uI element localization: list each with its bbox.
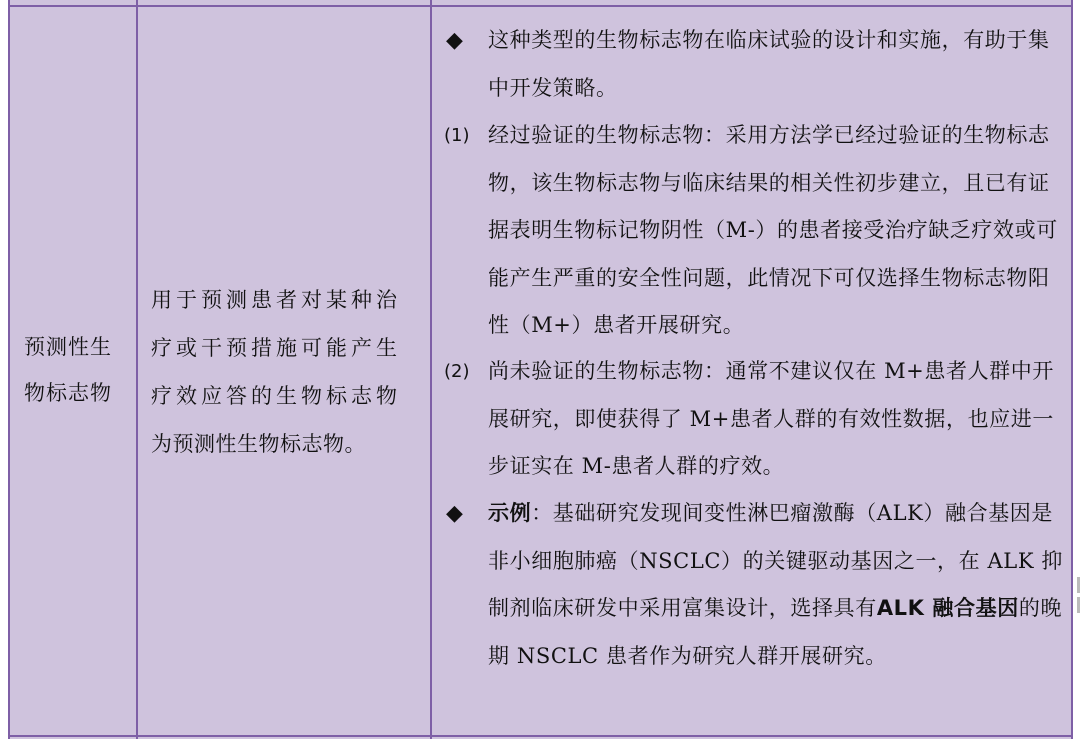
item-number-1: (1) [444,125,470,146]
biomarker-definition-cell [138,0,430,739]
content-example-text [488,490,1064,680]
biomarker-definition-main: 用于预测患者对某种治疗或干预措施可能产生疗效应答的生物标志物 [151,287,401,408]
content-bullet-1-text: 这种类型的生物标志物在临床试验的设计和实施，有助于集中开发策略。 [488,28,1050,100]
biomarker-definition-tail: 为预测性生物标志物。 [151,431,366,456]
example-label: 示例 [488,501,532,525]
content-item-unvalidated-text: 尚未验证的生物标志物：通常不建议仅在 M+患者人群中开展研究，即使获得了 M+患者人群的有效性数据，也应进一步证实在 M-患者人群的疗效。 [488,359,1054,478]
example-bold-text: ALK 融合基因 [876,596,1019,620]
diamond-bullet-icon: ◆ [446,28,463,53]
biomarker-definition [138,272,419,468]
example-text-after: 的晚期 NSCLC 患者作为研究人群开展研究。 [488,596,1063,668]
biomarker-content-cell [432,0,1073,739]
example-text-before: ：基础研究发现间变性淋巴瘤激酶（ALK）融合基因是非小细胞肺癌（NSCLC）的关键驱动基因之一，在 ALK 抑制剂临床研发中采用富集设计，选择具有 [488,501,1063,620]
biomarker-type-name: 预测性生物标志物 [24,334,112,405]
item-number-2: (2) [444,361,470,382]
diamond-bullet-icon: ◆ [446,501,463,526]
biomarker-type-cell [8,0,136,739]
content-item-validated-text: 经过验证的生物标志物：采用方法学已经过验证的生物标志物，该生物标志物与临床结果的相关性初步建立，且已有证据表明生物标记物阴性（M-）的患者接受治疗缺乏疗效或可能产生严重的安全性问题，此情况下可仅选择生物标志物阳性（M+）患者开展研究。 [488,123,1058,337]
